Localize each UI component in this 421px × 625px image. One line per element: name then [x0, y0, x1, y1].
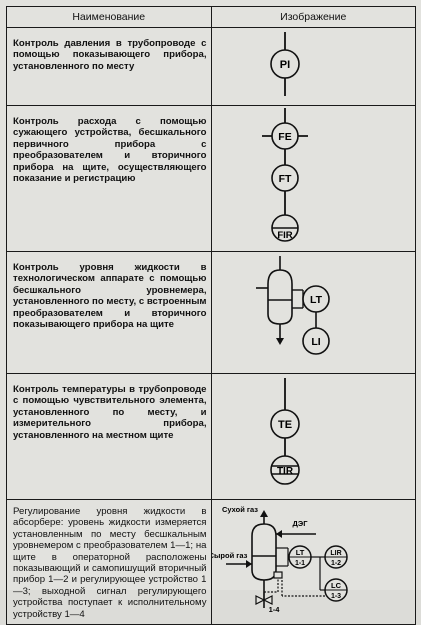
table-header-row — [7, 7, 416, 28]
tir-label: TIR — [276, 466, 293, 477]
row-image — [211, 374, 416, 500]
symbols-table — [6, 6, 416, 625]
lc-number: 1-3 — [330, 593, 341, 600]
lir-number: 1-2 — [330, 560, 341, 567]
table-row — [7, 28, 416, 106]
temperature-control-diagram — [212, 374, 360, 494]
row-description: Контроль уровня жидкости в технологическом аппарате с помощью бесшкального уровнемера, установленного по месту, с встроенным преобразователем и вторичного показывающего прибора на щите — [7, 252, 212, 374]
fir-label: FIR — [276, 230, 293, 241]
row-image — [211, 500, 416, 625]
absorber-regulation-diagram — [212, 500, 360, 614]
row-image — [211, 28, 416, 106]
table-row — [7, 252, 416, 374]
row-description: Контроль температуры в трубопроводе с помощью чувствительного элемента, установленного по месту, и измерительного прибора, установленного на местном щите — [7, 374, 212, 500]
header-image: Изображение — [211, 7, 416, 28]
flow-control-diagram — [212, 106, 360, 246]
dry-gas-label: Сухой газ — [221, 505, 258, 514]
level-control-diagram — [212, 252, 360, 368]
row-image — [211, 106, 416, 252]
row-description: Регулирование уровня жидкости в абсорбере: уровень жидкости измеряется установленным по месту бесшкальным уровнемером с преобразователем 1—1; на щите в операторной расположены показывающий и самопишущий вторичный прибор 1—2 и регулирующее устройство 1—3; выходной сигнал регулирующего устройства поступает к исполнительному устройству 1—4 — [7, 500, 212, 625]
row-description: Контроль давления в трубопроводе с помощью показывающего прибора, установленного по месту — [7, 28, 212, 106]
raw-gas-label: Сырой газ — [211, 551, 247, 560]
table-row — [7, 500, 416, 625]
te-label: TE — [277, 419, 292, 431]
lc-label: LC — [330, 581, 341, 590]
pi-label: PI — [279, 59, 290, 71]
table-row — [7, 106, 416, 252]
valve-number: 1-4 — [268, 605, 279, 614]
lir-label: LIR — [329, 550, 342, 557]
fe-label: FE — [277, 131, 292, 143]
row-description: Контроль расхода с помощью сужающего устройства, бесшкального первичного прибора с преобразователем и вторичного прибора на щите, осуществляющего показание и регистрацию — [7, 106, 212, 252]
deg-label: ДЭГ — [292, 519, 307, 528]
lt-label: LT — [295, 548, 304, 557]
ft-label: FT — [278, 173, 291, 185]
pressure-indicator-diagram — [212, 28, 360, 100]
lt-label: LT — [309, 294, 322, 306]
header-name: Наименование — [7, 7, 212, 28]
row-image — [211, 252, 416, 374]
lt-number: 1-1 — [294, 560, 305, 567]
table-row — [7, 374, 416, 500]
li-label: LI — [310, 336, 321, 348]
